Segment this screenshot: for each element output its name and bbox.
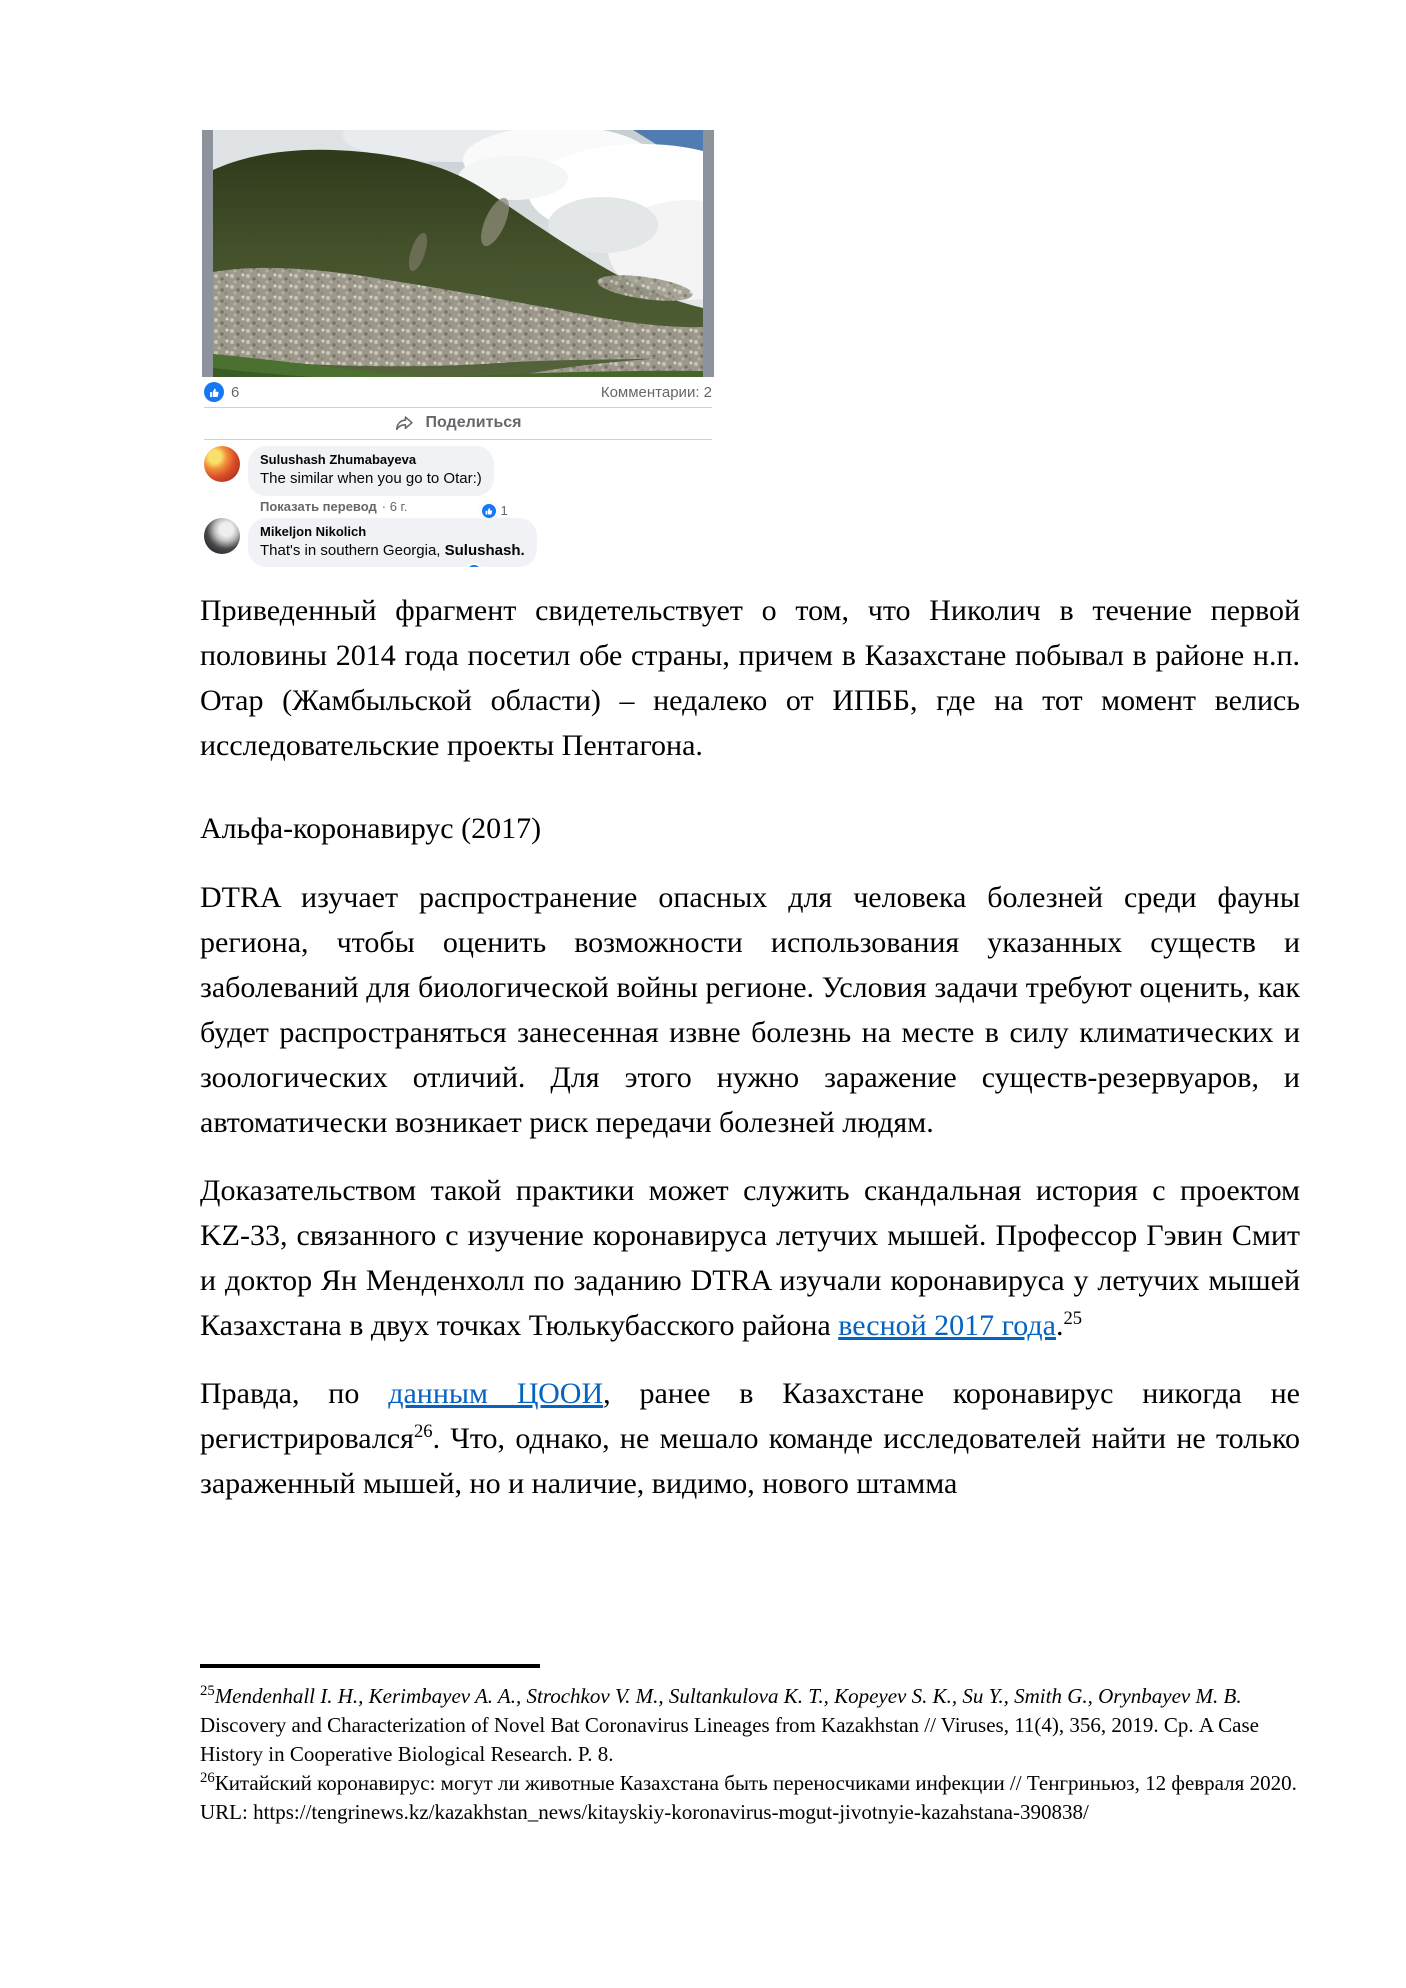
comment-reaction-badge[interactable] [480, 502, 508, 520]
comment-meta [260, 499, 494, 514]
paragraph-text: . Что, однако, не мешало команде исследователей найти не только зараженный мышей, но и наличие, видимо, нового штамма [200, 1422, 1300, 1500]
post-photo-frame [202, 130, 714, 377]
like-icon [204, 382, 224, 402]
paragraph: Приведенный фрагмент свидетельствует о том, что Николич в течение первой половины 2014 года посетил обе страны, причем в Казахстане побывал в районе н.п. Отар (Жамбыльской области) – недалеко от ИПББ, где на тот момент велись исследовательские проекты Пентагона. [200, 594, 1300, 762]
paragraph-text: . [1055, 1309, 1064, 1342]
comment-item [204, 446, 714, 519]
footnotes-section [200, 1664, 1304, 1827]
section-heading: Альфа-коронавирус (2017) [200, 812, 542, 845]
photo-right-bar [703, 130, 714, 377]
footnote-number: 26 [200, 1770, 215, 1786]
hyperlink-cooi-data[interactable]: данным ЦООИ [388, 1377, 604, 1410]
paragraph: DTRA изучает распространение опасных для человека болезней среди фауны региона, чтобы оценить возможности использования указанных существ и заболеваний для биологической войны регионе. Условия задачи требуют оценить, как будет распространяться занесенная извне болезнь на месте в силу климатических и зоологических отличий. Для этого нужно заражение существ-резервуаров, и автоматически возникает риск передачи болезней людям. [200, 881, 1300, 1139]
comment-bubble [248, 518, 537, 567]
comment-author[interactable]: Sulushash Zhumabayeva [260, 452, 417, 467]
paragraph-text: , ранее в Казахстане коронавирус никогда не регистрировался [200, 1377, 1300, 1455]
comment-author[interactable]: Mikeljon Nikolich [260, 523, 367, 539]
comment-text: The similar when you go to Otar:) [260, 469, 482, 487]
like-icon [480, 502, 498, 520]
paragraph-text: Правда, по [200, 1377, 389, 1410]
footnote-text: Китайский коронавирус: могут ли животные Казахстана быть переносчиками инфекции // Тенгриньюз, 12 февраля 2020. URL: https://tengrinews.kz/kazakhstan_news/kitayskiy-koronavirus-mogut-jivotnyie-kazahstana-390838/ [200, 1771, 1297, 1824]
comment-text [260, 541, 525, 561]
reactions-summary[interactable] [204, 382, 239, 402]
mountain-photo[interactable] [213, 130, 703, 377]
document-body [200, 588, 1300, 1529]
footnote-26 [200, 1769, 1304, 1827]
share-button[interactable] [202, 408, 714, 439]
show-translation-link[interactable]: Показать перевод [260, 498, 377, 514]
comment-item [204, 518, 714, 567]
paragraph [200, 1371, 1300, 1506]
mention-link[interactable]: Sulushash. [444, 541, 525, 559]
footnote-number: 25 [200, 1683, 215, 1699]
share-icon [394, 412, 416, 434]
reaction-count: 1 [500, 503, 508, 519]
photo-left-bar [202, 130, 213, 377]
comments-count[interactable]: Комментарии: 2 [600, 383, 712, 401]
likes-count: 6 [231, 383, 240, 401]
footnote-25 [200, 1682, 1304, 1769]
avatar[interactable] [204, 446, 240, 482]
footnote-separator [200, 1664, 540, 1668]
footnote-ref-26[interactable]: 26 [413, 1421, 433, 1442]
comment-time: · 6 г. [381, 498, 408, 514]
comments-section [202, 440, 714, 567]
share-label: Поделиться [425, 414, 522, 431]
footnote-text: Discovery and Characterization of Novel Bat Coronavirus Lineages from Kazakhstan // Viruses, 11(4), 356, 2019. Ср. A Case History in Cooperative Biological Research. P. 8. [200, 1713, 1259, 1766]
hyperlink-spring-2017[interactable]: весной 2017 года [838, 1309, 1056, 1342]
comment-reaction-badge-partial [465, 563, 483, 567]
comment-text-prefix: That's in southern Georgia, [260, 541, 445, 559]
facebook-post-screenshot [202, 130, 714, 567]
post-stats-row [202, 377, 714, 407]
footnote-authors: Mendenhall I. H., Kerimbayev A. A., Strochkov V. M., Sultankulova K. T., Kopeyev S. K., Su Y., Smith G., Orynbayev M. B. [214, 1684, 1242, 1708]
avatar[interactable] [204, 518, 240, 554]
paragraph-text: Доказательством такой практики может служить скандальная история с проектом KZ-33, связанного с изучение коронавируса летучих мышей. Профессор Гэвин Смит и доктор Ян Менденхолл по заданию DTRA изучали коронавируса у летучих мышей Казахстана в двух точках Тюлькубасского района [200, 1174, 1300, 1342]
footnote-ref-25[interactable]: 25 [1063, 1308, 1083, 1329]
paragraph [200, 1168, 1300, 1348]
